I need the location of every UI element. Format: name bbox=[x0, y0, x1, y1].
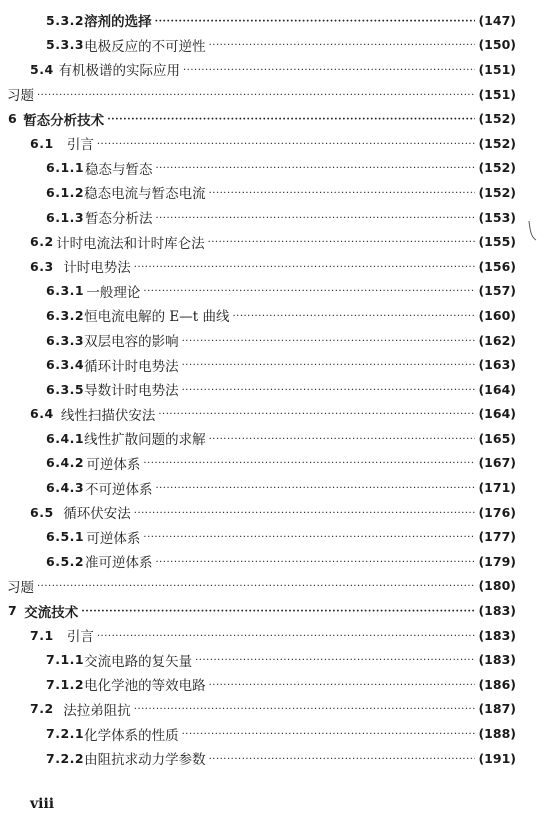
toc-page-number: (162) bbox=[478, 332, 516, 348]
toc-leader-dots bbox=[155, 16, 476, 27]
toc-leader-dots bbox=[158, 409, 475, 420]
toc-leader-dots bbox=[209, 434, 476, 445]
toc-page-number: (183) bbox=[478, 652, 516, 668]
toc-page-number: (188) bbox=[478, 726, 516, 742]
toc-section-number: 7.1.2 bbox=[46, 676, 85, 692]
toc-page-number: (152) bbox=[478, 135, 516, 151]
toc-leader-dots bbox=[37, 581, 475, 592]
toc-section-title: 计时电势法 bbox=[63, 260, 131, 277]
toc-page-number: (179) bbox=[478, 553, 516, 569]
toc-section-title: 电化学池的等效电路 bbox=[84, 678, 206, 695]
toc-section-number: 6 bbox=[8, 111, 18, 127]
toc-section-number: 6.3.4 bbox=[46, 357, 85, 373]
toc-leader-dots bbox=[182, 729, 476, 740]
toc-section-title: 不可逆体系 bbox=[84, 481, 153, 498]
table-of-contents bbox=[0, 8, 544, 770]
toc-page-number: (164) bbox=[478, 381, 516, 397]
toc-entry[interactable] bbox=[0, 647, 544, 672]
toc-entry[interactable] bbox=[0, 156, 544, 181]
toc-leader-dots bbox=[182, 385, 476, 396]
toc-section-number: 6.3.3 bbox=[46, 332, 85, 348]
toc-entry[interactable] bbox=[0, 279, 544, 304]
toc-entry[interactable] bbox=[0, 500, 544, 525]
toc-leader-dots bbox=[182, 336, 476, 347]
toc-section-number: 5.4 bbox=[30, 61, 54, 77]
toc-page-number: (187) bbox=[478, 701, 516, 717]
toc-section-number: 6.3 bbox=[30, 258, 54, 274]
toc-section-number: 6.1 bbox=[30, 135, 54, 151]
toc-page-number: (183) bbox=[478, 603, 516, 619]
toc-section-title: 引言 bbox=[66, 137, 94, 154]
toc-section-title: 法拉弟阻抗 bbox=[63, 702, 131, 719]
toc-section-number: 7 bbox=[8, 603, 18, 619]
toc-section-number: 6.5.2 bbox=[46, 553, 85, 569]
toc-entry[interactable] bbox=[0, 451, 544, 476]
toc-entry[interactable] bbox=[0, 82, 544, 107]
toc-page-number: (160) bbox=[478, 307, 516, 323]
toc-section-title: 交流技术 bbox=[24, 604, 79, 621]
toc-page-number: (176) bbox=[478, 504, 516, 520]
toc-leader-dots bbox=[134, 508, 476, 519]
toc-page-number: (191) bbox=[478, 750, 516, 766]
toc-entry[interactable] bbox=[0, 131, 544, 156]
toc-section-title: 电极反应的不可逆性 bbox=[84, 38, 206, 55]
toc-page-number: (157) bbox=[478, 283, 516, 299]
toc-section-title: 有机极谱的实际应用 bbox=[58, 63, 180, 80]
toc-entry[interactable] bbox=[0, 377, 544, 402]
toc-entry[interactable] bbox=[0, 426, 544, 451]
toc-section-title: 准可逆体系 bbox=[84, 555, 153, 572]
toc-section-number: 7.2.1 bbox=[46, 726, 85, 742]
toc-section-title: 化学体系的性质 bbox=[84, 727, 179, 744]
toc-leader-dots bbox=[209, 754, 476, 765]
toc-page-number: (151) bbox=[478, 86, 516, 102]
toc-page-number: (186) bbox=[478, 676, 516, 692]
toc-leader-dots bbox=[143, 458, 475, 469]
toc-section-title: 习题 bbox=[7, 88, 34, 105]
toc-entry[interactable] bbox=[0, 229, 544, 254]
toc-section-title: 可逆体系 bbox=[86, 530, 141, 547]
toc-section-title: 线性扩散问题的求解 bbox=[84, 432, 206, 449]
toc-entry[interactable] bbox=[0, 746, 544, 771]
toc-section-number: 6.1.1 bbox=[46, 160, 85, 176]
toc-entry[interactable] bbox=[0, 475, 544, 500]
toc-section-number: 6.3.1 bbox=[46, 283, 85, 299]
toc-page-number: (177) bbox=[478, 529, 516, 545]
toc-leader-dots bbox=[134, 262, 476, 273]
toc-entry[interactable] bbox=[0, 352, 544, 377]
toc-page-number: (183) bbox=[478, 627, 516, 643]
toc-section-number: 6.2 bbox=[30, 234, 54, 250]
toc-section-title: 一般理论 bbox=[86, 284, 141, 301]
toc-page-number: (167) bbox=[478, 455, 516, 471]
toc-leader-dots bbox=[81, 606, 475, 617]
toc-entry[interactable] bbox=[0, 303, 544, 328]
toc-section-number: 6.3.2 bbox=[46, 307, 85, 323]
toc-entry[interactable] bbox=[0, 721, 544, 746]
toc-entry[interactable] bbox=[0, 205, 544, 230]
toc-leader-dots bbox=[155, 213, 475, 224]
toc-section-number: 7.1.1 bbox=[46, 652, 85, 668]
toc-section-number: 6.5 bbox=[30, 504, 54, 520]
toc-section-number: 6.1.3 bbox=[46, 209, 85, 225]
toc-entry[interactable] bbox=[0, 106, 544, 131]
toc-leader-dots bbox=[183, 65, 475, 76]
toc-leader-dots bbox=[155, 483, 475, 494]
toc-section-number: 6.4 bbox=[30, 406, 54, 422]
toc-leader-dots bbox=[232, 311, 475, 322]
toc-leader-dots bbox=[208, 237, 476, 248]
toc-section-title: 由阻抗求动力学参数 bbox=[84, 752, 206, 769]
toc-section-title: 计时电流法和计时库仑法 bbox=[56, 235, 205, 252]
toc-leader-dots bbox=[37, 90, 475, 101]
toc-entry[interactable] bbox=[0, 623, 544, 648]
toc-section-number: 6.5.1 bbox=[46, 529, 85, 545]
toc-leader-dots bbox=[155, 163, 475, 174]
toc-page-number: (152) bbox=[478, 111, 516, 127]
toc-section-title: 导数计时电势法 bbox=[84, 383, 179, 400]
toc-entry[interactable] bbox=[0, 328, 544, 353]
toc-page-number: (152) bbox=[478, 184, 516, 200]
toc-section-title: 循环计时电势法 bbox=[84, 358, 179, 375]
toc-entry[interactable] bbox=[0, 33, 544, 58]
toc-section-number: 5.3.3 bbox=[46, 37, 85, 53]
toc-entry[interactable] bbox=[0, 524, 544, 549]
toc-leader-dots bbox=[107, 114, 475, 125]
toc-entry[interactable] bbox=[0, 254, 544, 279]
toc-leader-dots bbox=[209, 188, 476, 199]
toc-page-number: (165) bbox=[478, 430, 516, 446]
toc-section-number: 6.4.3 bbox=[46, 480, 85, 496]
toc-page-number: (153) bbox=[478, 209, 516, 225]
toc-leader-dots bbox=[209, 680, 476, 691]
toc-section-title: 暂态分析法 bbox=[84, 211, 153, 228]
toc-leader-dots bbox=[134, 704, 476, 715]
toc-section-title: 暂态分析技术 bbox=[23, 112, 105, 129]
toc-page-number: (164) bbox=[478, 406, 516, 422]
toc-leader-dots bbox=[209, 40, 476, 51]
toc-section-title: 循环伏安法 bbox=[63, 506, 131, 523]
toc-page-number: (152) bbox=[478, 160, 516, 176]
toc-entry[interactable] bbox=[0, 402, 544, 427]
toc-leader-dots bbox=[155, 557, 475, 568]
toc-entry[interactable] bbox=[0, 697, 544, 722]
toc-entry[interactable] bbox=[0, 180, 544, 205]
toc-entry[interactable] bbox=[0, 8, 544, 33]
toc-leader-dots bbox=[143, 286, 475, 297]
toc-section-number: 7.2 bbox=[30, 701, 54, 717]
toc-leader-dots bbox=[97, 139, 476, 150]
toc-section-title: 稳态电流与暂态电流 bbox=[84, 186, 206, 203]
toc-page-number: (147) bbox=[478, 12, 516, 28]
toc-section-title: 双层电容的影响 bbox=[84, 334, 179, 351]
toc-section-title: 稳态与暂态 bbox=[84, 161, 153, 178]
toc-section-title: 交流电路的复矢量 bbox=[84, 653, 193, 670]
toc-section-number: 6.4.2 bbox=[46, 455, 85, 471]
toc-page-number: (151) bbox=[478, 61, 516, 77]
toc-page-number: (180) bbox=[478, 578, 516, 594]
toc-section-title: 线性扫描伏安法 bbox=[60, 407, 156, 424]
toc-entry[interactable] bbox=[0, 672, 544, 697]
toc-page-number: (150) bbox=[478, 37, 516, 53]
toc-section-title: 溶剂的选择 bbox=[84, 14, 152, 31]
toc-entry[interactable] bbox=[0, 574, 544, 599]
toc-leader-dots bbox=[195, 655, 475, 666]
toc-entry[interactable] bbox=[0, 57, 544, 82]
toc-section-title: 引言 bbox=[66, 629, 94, 646]
toc-section-number: 6.4.1 bbox=[46, 430, 85, 446]
toc-section-number: 6.3.5 bbox=[46, 381, 85, 397]
page-number-footer: viii bbox=[30, 796, 55, 812]
toc-page-number: (156) bbox=[478, 258, 516, 274]
toc-section-number: 7.2.2 bbox=[46, 750, 85, 766]
toc-entry[interactable] bbox=[0, 598, 544, 623]
margin-pen-mark bbox=[527, 220, 537, 242]
toc-page-number: (155) bbox=[478, 234, 516, 250]
toc-leader-dots bbox=[182, 360, 476, 371]
toc-section-title: 习题 bbox=[7, 579, 34, 596]
toc-leader-dots bbox=[97, 631, 476, 642]
toc-page-number: (171) bbox=[478, 480, 516, 496]
toc-section-title: 可逆体系 bbox=[86, 456, 141, 473]
toc-section-number: 5.3.2 bbox=[46, 12, 85, 28]
toc-section-number: 7.1 bbox=[30, 627, 54, 643]
toc-section-title: 恒电流电解的 E—t 曲线 bbox=[84, 309, 230, 326]
toc-page-number: (163) bbox=[478, 357, 516, 373]
toc-leader-dots bbox=[143, 532, 475, 543]
toc-entry[interactable] bbox=[0, 549, 544, 574]
toc-section-number: 6.1.2 bbox=[46, 184, 85, 200]
